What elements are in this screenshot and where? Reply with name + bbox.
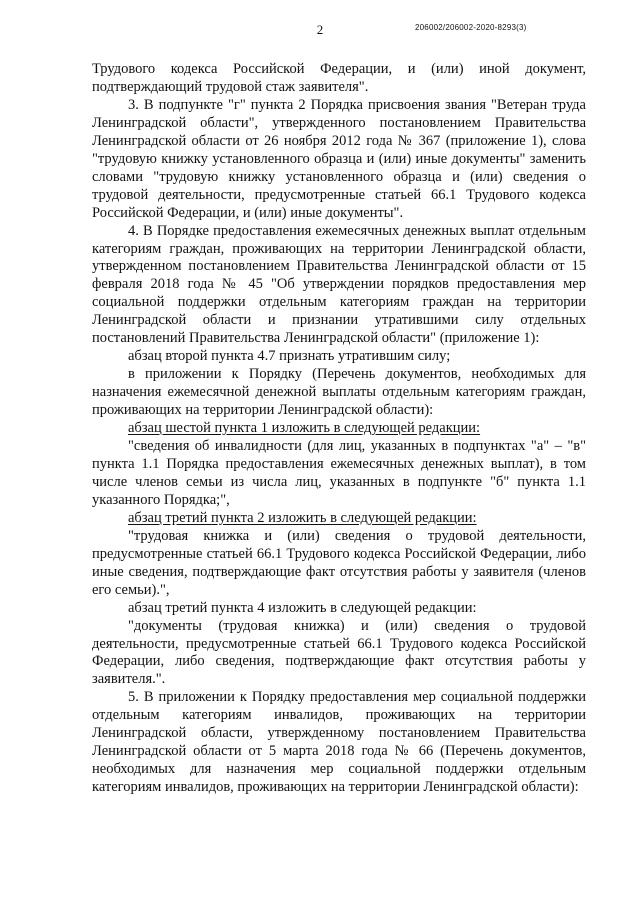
paragraph: 3. В подпункте "г" пункта 2 Порядка присвоения звания "Ветеран труда Ленинградской области", утвержденного постановлением Правительства Ленинградской области от 26 ноября 2012 года № 367 (приложение 1), слова "трудовую книжку установленного образца и (или) иные документы" заменить словами "трудовую книжку установленного образца и (или) сведения о трудовой деятельности, предусмотренные статьей 66.1 Трудового кодекса Российской Федерации, и (или) иные документы". [92,96,586,221]
paragraph: 4. В Порядке предоставления ежемесячных денежных выплат отдельным категориям граждан, проживающих на территории Ленинградской области, утвержденном постановлением Правительства Ленинградской области от 15 февраля 2018 года № 45 "Об утверждении порядков предоставления мер социальной поддержки отдельным категориям граждан на территории Ленинградской области и признании утратившими силу отдельных постановлений Правительства Ленинградской области" (приложение 1): [92,222,586,347]
paragraph: абзац третий пункта 4 изложить в следующей редакции: [128,599,477,616]
paragraph: "документы (трудовая книжка) и (или) сведения о трудовой деятельности, предусмотренные статьей 66.1 Трудового кодекса Российской Федерации, либо сведения, подтверждающие факт отсутствия работы у заявителя.". [92,617,586,688]
paragraph: 5. В приложении к Порядку предоставления мер социальной поддержки отдельным категориям инвалидов, проживающих на территории Ленинградской области, утвержденному постановлением Правительства Ленинградской области от 5 марта 2018 года № 66 (Перечень документов, необходимых для назначения мер социальной поддержки отдельным категориям инвалидов, проживающих на территории Ленинградской области): [92,689,586,796]
document-body [92,61,586,797]
paragraph: "сведения об инвалидности (для лиц, указанных в подпунктах "а" – "в" пункта 1.1 Порядка предоставления ежемесячных денежных выплат), в том числе членов семьи из числа лиц, указанных в подпункте "б" пункта 1.1 указанного Порядка;", [92,438,586,508]
paragraph: "трудовая книжка и (или) сведения о трудовой деятельности, предусмотренные статьей 66.1 Трудового кодекса Российской Федерации, либо иные сведения, подтверждающие факт отсутствия работы у заявителя (членов его семьи).", [92,527,586,598]
paragraph: абзац третий пункта 2 изложить в следующей редакции: [128,509,477,526]
page-number: 2 [316,22,324,37]
document-id: 206002/206002-2020-8293(3) [415,23,527,32]
paragraph: Трудового кодекса Российской Федерации, и (или) иной документ, подтверждающий трудовой стаж заявителя". [92,61,586,95]
paragraph: абзац второй пункта 4.7 признать утратившим силу; [128,348,451,365]
paragraph: абзац шестой пункта 1 изложить в следующей редакции: [128,420,481,437]
paragraph: в приложении к Порядку (Перечень документов, необходимых для назначения ежемесячной денежной выплаты отдельным категориям граждан, проживающих на территории Ленинградской области): [92,366,586,419]
